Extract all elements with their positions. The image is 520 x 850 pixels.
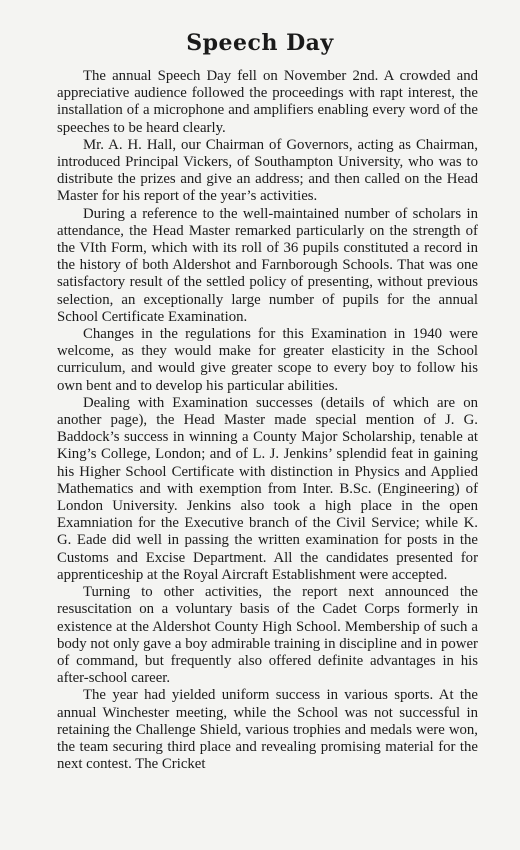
paragraph-chairman: Mr. A. H. Hall, our Chairman of Governors, acting as Chairman, introduced Principal Vickers, of Southampton University, who was to distribute the prizes and give an address; and then called on the Head Master for his report of the year’s activities.: [57, 136, 478, 205]
paragraph-sixth-form: During a reference to the well-maintained number of scholars in attendance, the Head Master remarked particularly on the strength of the VIth Form, which with its roll of 36 pupils constituted a record in the history of both Aldershot and Farnborough Schools. That was one satisfactory result of the settled policy of presenting, without previous selection, an exceptionally large number of pupils for the annual School Certificate Examination.: [57, 205, 478, 325]
paragraph-exam-regulations: Changes in the regulations for this Examination in 1940 were welcome, as they would make for greater elasticity in the School curriculum, and would give greater scope to every boy to follow his own bent and to develop his particular abilities.: [57, 326, 478, 394]
article-body: [57, 68, 478, 773]
paragraph-exam-successes: Dealing with Examination successes (details of which are on another page), the Head Master made special mention of J. G. Baddock’s success in winning a County Major Scholarship, tenable at King’s College, London; and of L. J. Jenkins’ splendid feat in gaining his Higher School Certificate with distinction in Physics and Applied Mathematics and with exemption from Inter. B.Sc. (Engineering) of London University. Jenkins also took a high place in the open Examniation for the Executive branch of the Civil Service; while K. G. Eade did well in passing the written examination for posts in the Customs and Excise Department. All the candidates presented for apprenticeship at the Royal Aircraft Establishment were accepted.: [57, 394, 478, 583]
paragraph-sports: The year had yielded uniform success in various sports. At the annual Winchester meeting, while the School was not successful in retaining the Challenge Shield, various trophies and medals were won, the team securing third place and revealing promising material for the next contest. The Cricket: [57, 687, 478, 773]
paragraph-cadet-corps: Turning to other activities, the report next announced the resuscitation on a voluntary basis of the Cadet Corps formerly in existence at the Aldershot County High School. Membership of such a body not only gave a boy admirable training in discipline and in power of command, but frequently also offered definite advantages in his after-school career.: [57, 584, 478, 687]
paragraph-speech-day-intro: The annual Speech Day fell on November 2nd. A crowded and appreciative audience followed the proceedings with rapt interest, the installation of a microphone and amplifiers enabling every word of the speeches to be heard clearly.: [57, 68, 478, 136]
page-title: Speech Day: [186, 30, 334, 56]
